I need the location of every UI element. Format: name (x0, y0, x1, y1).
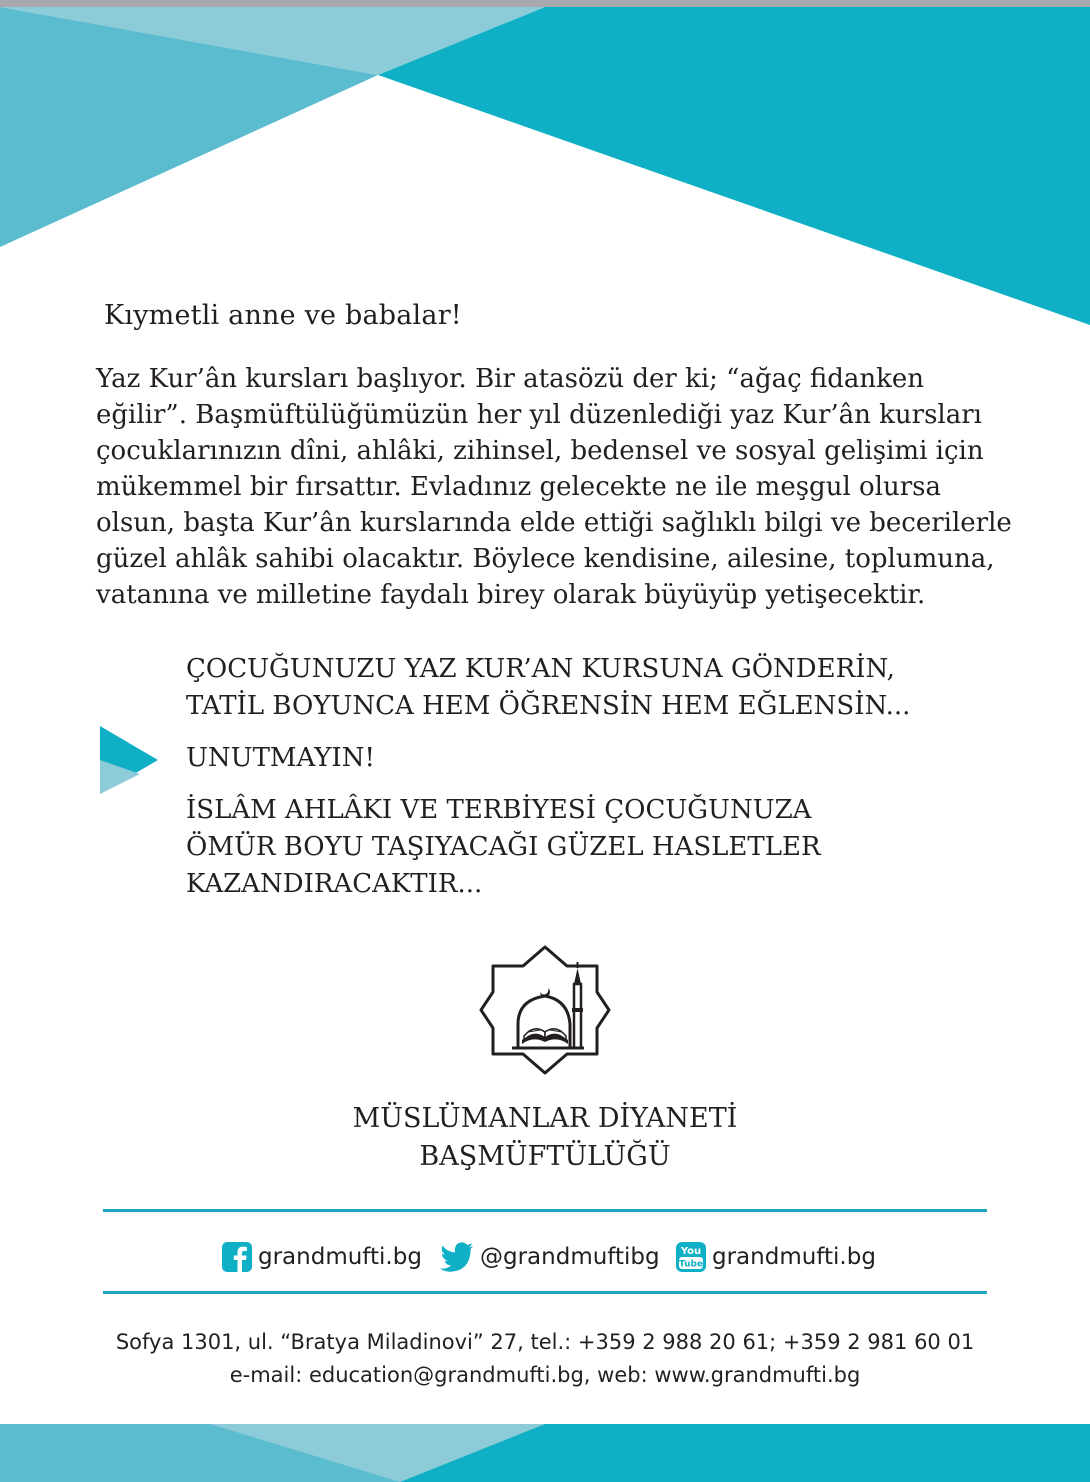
youtube-icon (676, 1242, 706, 1272)
cta-line: KAZANDIRACAKTIR... (186, 869, 483, 899)
mosque-book-star-logo (478, 944, 612, 1076)
youtube-link[interactable] (676, 1237, 876, 1277)
cta-line: İSLÂM AHLÂKI VE TERBİYESİ ÇOCUĞUNUZA (186, 795, 812, 825)
cta-send-child (186, 651, 910, 725)
twitter-link[interactable] (440, 1237, 660, 1277)
contact-address (0, 1326, 1090, 1392)
body-line: mükemmel bir fırsattır. Evladınız gelecekte ne ile meşgul olursa (96, 472, 942, 502)
triangle-arrow-icon (100, 726, 160, 794)
facebook-link[interactable] (222, 1237, 422, 1277)
body-line: Yaz Kur’ân kursları başlıyor. Bir atasözü der ki; “ağaç fidanken (96, 364, 925, 394)
address-line: Sofya 1301, ul. “Bratya Miladinovi” 27, tel.: +359 2 988 20 61; +359 2 981 60 01 (115, 1330, 975, 1354)
cta-line: ÖMÜR BOYU TAŞIYACAĞI GÜZEL HASLETLER (186, 832, 821, 862)
divider-bottom (103, 1291, 987, 1294)
organization-line: BAŞMÜFTÜLÜĞÜ (419, 1141, 671, 1172)
youtube-icon-label-top: You (680, 1246, 702, 1257)
cta-islam-ethics (186, 792, 821, 903)
organization-line: MÜSLÜMANLAR DİYANETİ (352, 1103, 738, 1134)
cta-line: TATİL BOYUNCA HEM ÖĞRENSİN HEM EĞLENSİN... (186, 691, 911, 721)
organization-name (0, 1100, 1090, 1176)
body-line: olsun, başta Kur’ân kurslarında elde ettiği sağlıklı bilgi ve becerilerle (96, 508, 1012, 538)
cta-line: ÇOCUĞUNUZU YAZ KUR’AN KURSUNA GÖNDERİN, (186, 654, 895, 684)
facebook-handle: grandmufti.bg (258, 1244, 422, 1270)
greeting: Kıymetli anne ve babalar! (104, 300, 462, 331)
facebook-icon (222, 1242, 252, 1272)
body-paragraph (96, 361, 1012, 613)
divider-top (103, 1209, 987, 1212)
body-line: çocuklarınızın dîni, ahlâki, zihinsel, bedensel ve sosyal gelişimi için (96, 436, 984, 466)
body-line: eğilir”. Başmüftülüğümüzün her yıl düzenlediği yaz Kur’ân kursları (96, 400, 982, 430)
youtube-handle: grandmufti.bg (712, 1244, 876, 1270)
cta-reminder (186, 740, 375, 777)
twitter-handle: @grandmuftibg (480, 1244, 660, 1270)
youtube-icon-label-bottom: Tube (678, 1259, 704, 1270)
body-line: vatanına ve milletine faydalı birey olarak büyüyüp yetişecektir. (96, 580, 926, 610)
cta-line: UNUTMAYIN! (186, 743, 375, 773)
body-line: güzel ahlâk sahibi olacaktır. Böylece kendisine, ailesine, toplumuna, (96, 544, 995, 574)
top-geometric-banner (0, 7, 1090, 327)
contact-line: e-mail: education@grandmufti.bg, web: www.grandmufti.bg (229, 1363, 861, 1387)
twitter-icon (440, 1242, 474, 1272)
top-gray-rule (0, 0, 1090, 7)
bottom-geometric-banner (0, 1424, 1090, 1482)
